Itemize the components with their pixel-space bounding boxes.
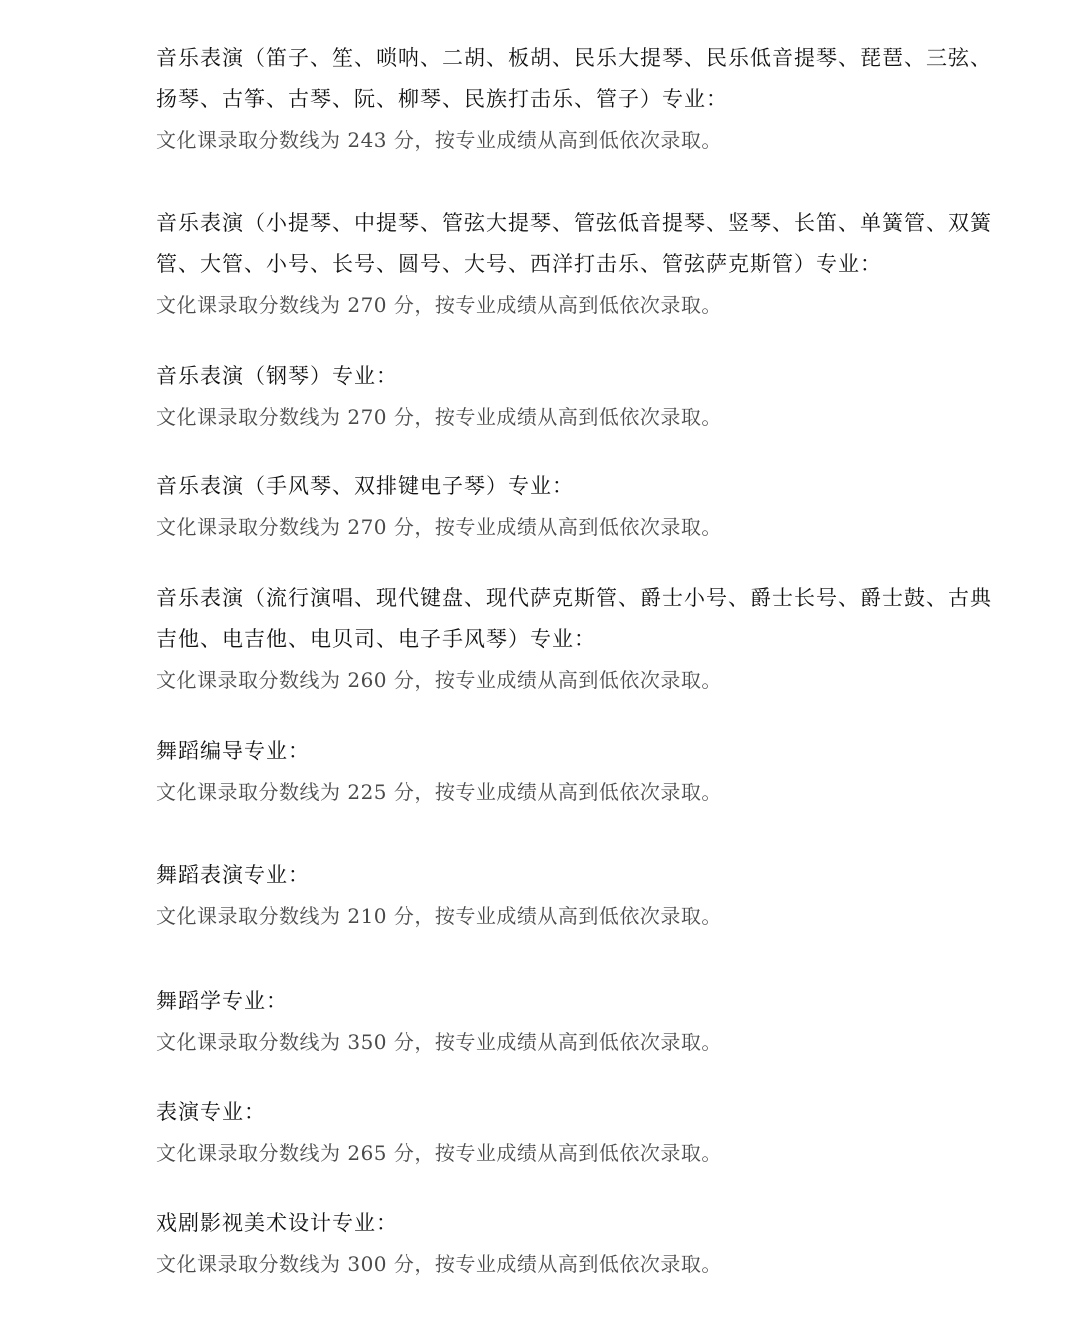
section-title-line: 音乐表演（笛子、笙、唢呐、二胡、板胡、民乐大提琴、民乐低音提琴、琵琶、三弦、 (156, 46, 992, 70)
section-title-line: 舞蹈编导专业： (156, 739, 310, 763)
section-title-line: 管、大管、小号、长号、圆号、大号、西洋打击乐、管弦萨克斯管）专业： (156, 252, 882, 276)
section-title-line: 扬琴、古筝、古琴、阮、柳琴、民族打击乐、管子）专业： (156, 87, 728, 111)
section-body: 文化课录取分数线为 225 分，按专业成绩从高到低依次录取。 (156, 780, 722, 804)
section-body: 文化课录取分数线为 270 分，按专业成绩从高到低依次录取。 (156, 405, 722, 429)
section-acting (156, 1092, 936, 1174)
section-accordion-keyboard (156, 466, 936, 548)
section-title-line: 音乐表演（钢琴）专业： (156, 364, 398, 388)
section-title-line: 表演专业： (156, 1100, 266, 1124)
section-title-line: 音乐表演（手风琴、双排键电子琴）专业： (156, 474, 574, 498)
section-body: 文化课录取分数线为 270 分，按专业成绩从高到低依次录取。 (156, 293, 722, 317)
section-choreography (156, 731, 936, 813)
section-body: 文化课录取分数线为 270 分，按专业成绩从高到低依次录取。 (156, 515, 722, 539)
section-stage-art-design (156, 1203, 936, 1285)
section-title-line: 舞蹈表演专业： (156, 863, 310, 887)
section-popular-music (156, 578, 992, 701)
section-body: 文化课录取分数线为 350 分，按专业成绩从高到低依次录取。 (156, 1030, 722, 1054)
section-title-line: 音乐表演（小提琴、中提琴、管弦大提琴、管弦低音提琴、竖琴、长笛、单簧管、双簧 (156, 211, 992, 235)
section-body: 文化课录取分数线为 265 分，按专业成绩从高到低依次录取。 (156, 1141, 722, 1165)
section-title-line: 戏剧影视美术设计专业： (156, 1211, 398, 1235)
section-body: 文化课录取分数线为 260 分，按专业成绩从高到低依次录取。 (156, 668, 722, 692)
section-folk-instruments (156, 38, 992, 161)
section-body: 文化课录取分数线为 300 分，按专业成绩从高到低依次录取。 (156, 1252, 722, 1276)
section-title-line: 音乐表演（流行演唱、现代键盘、现代萨克斯管、爵士小号、爵士长号、爵士鼓、古典 (156, 586, 992, 610)
section-title-line: 舞蹈学专业： (156, 989, 288, 1013)
section-piano (156, 356, 936, 438)
section-title-line: 吉他、电吉他、电贝司、电子手风琴）专业： (156, 627, 596, 651)
section-body: 文化课录取分数线为 243 分，按专业成绩从高到低依次录取。 (156, 128, 722, 152)
section-dance-performance (156, 855, 936, 937)
section-orchestral-instruments (156, 203, 992, 326)
section-dance-studies (156, 981, 936, 1063)
section-body: 文化课录取分数线为 210 分，按专业成绩从高到低依次录取。 (156, 904, 722, 928)
